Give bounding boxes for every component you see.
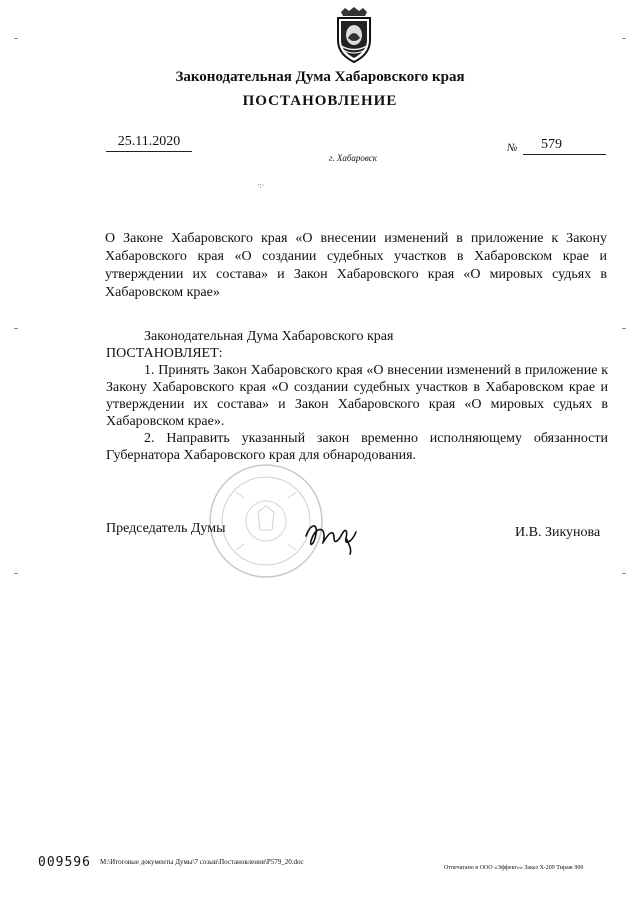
margin-mark	[14, 573, 18, 574]
number-sign: №	[507, 142, 518, 154]
margin-mark	[622, 328, 626, 329]
city-label: г. Хабаровск	[329, 153, 377, 163]
organization-title: Законодательная Дума Хабаровского края	[175, 69, 465, 85]
scan-speck: ·:·	[257, 181, 265, 190]
body-intro: Законодательная Дума Хабаровского края	[144, 329, 394, 344]
coat-of-arms-emblem	[331, 6, 377, 64]
body-item-1: 1. Принять Закон Хабаровского края «О внесении изменений в приложение к Закону Хабаровского края «О создании судебных участков в Хабаровском крае и утверждении их состава» и Закон Хабаровского края «О мировых судьях в Хабаровском крае».	[106, 363, 608, 429]
document-type-title: ПОСТАНОВЛЕНИЕ	[242, 93, 398, 109]
document-number: 579	[523, 137, 606, 155]
signatory-name: И.В. Зикунова	[515, 525, 601, 540]
margin-mark	[622, 38, 626, 39]
signature-label: Председатель Думы	[106, 521, 226, 536]
document-date: 25.11.2020	[106, 134, 192, 152]
body-resolves: ПОСТАНОВЛЯЕТ:	[106, 346, 223, 361]
document-subject: О Законе Хабаровского края «О внесении изменений в приложение к Закону Хабаровского края «О создании судебных участков в Хабаровском крае и утверждении их состава» и Закон Хабаровского края «О мировых судьях в Хабаровском крае»	[105, 231, 607, 300]
margin-mark	[14, 38, 18, 39]
body-item-2: 2. Направить указанный закон временно исполняющему обязанности Губернатора Хабаровского края для обнародования.	[106, 431, 608, 463]
document-body	[106, 328, 608, 464]
footer-code: 009596	[38, 855, 91, 870]
margin-mark	[622, 573, 626, 574]
footer-file-path: M:\Итоговые документы Думы\7 созыв\Постановления\Р579_20.doc	[100, 858, 304, 866]
footer-print-info: Отпечатано в ООО «Эффект»» Заказ Х-209 Тираж 900	[444, 865, 584, 871]
handwritten-signature	[302, 516, 362, 556]
margin-mark	[14, 328, 18, 329]
